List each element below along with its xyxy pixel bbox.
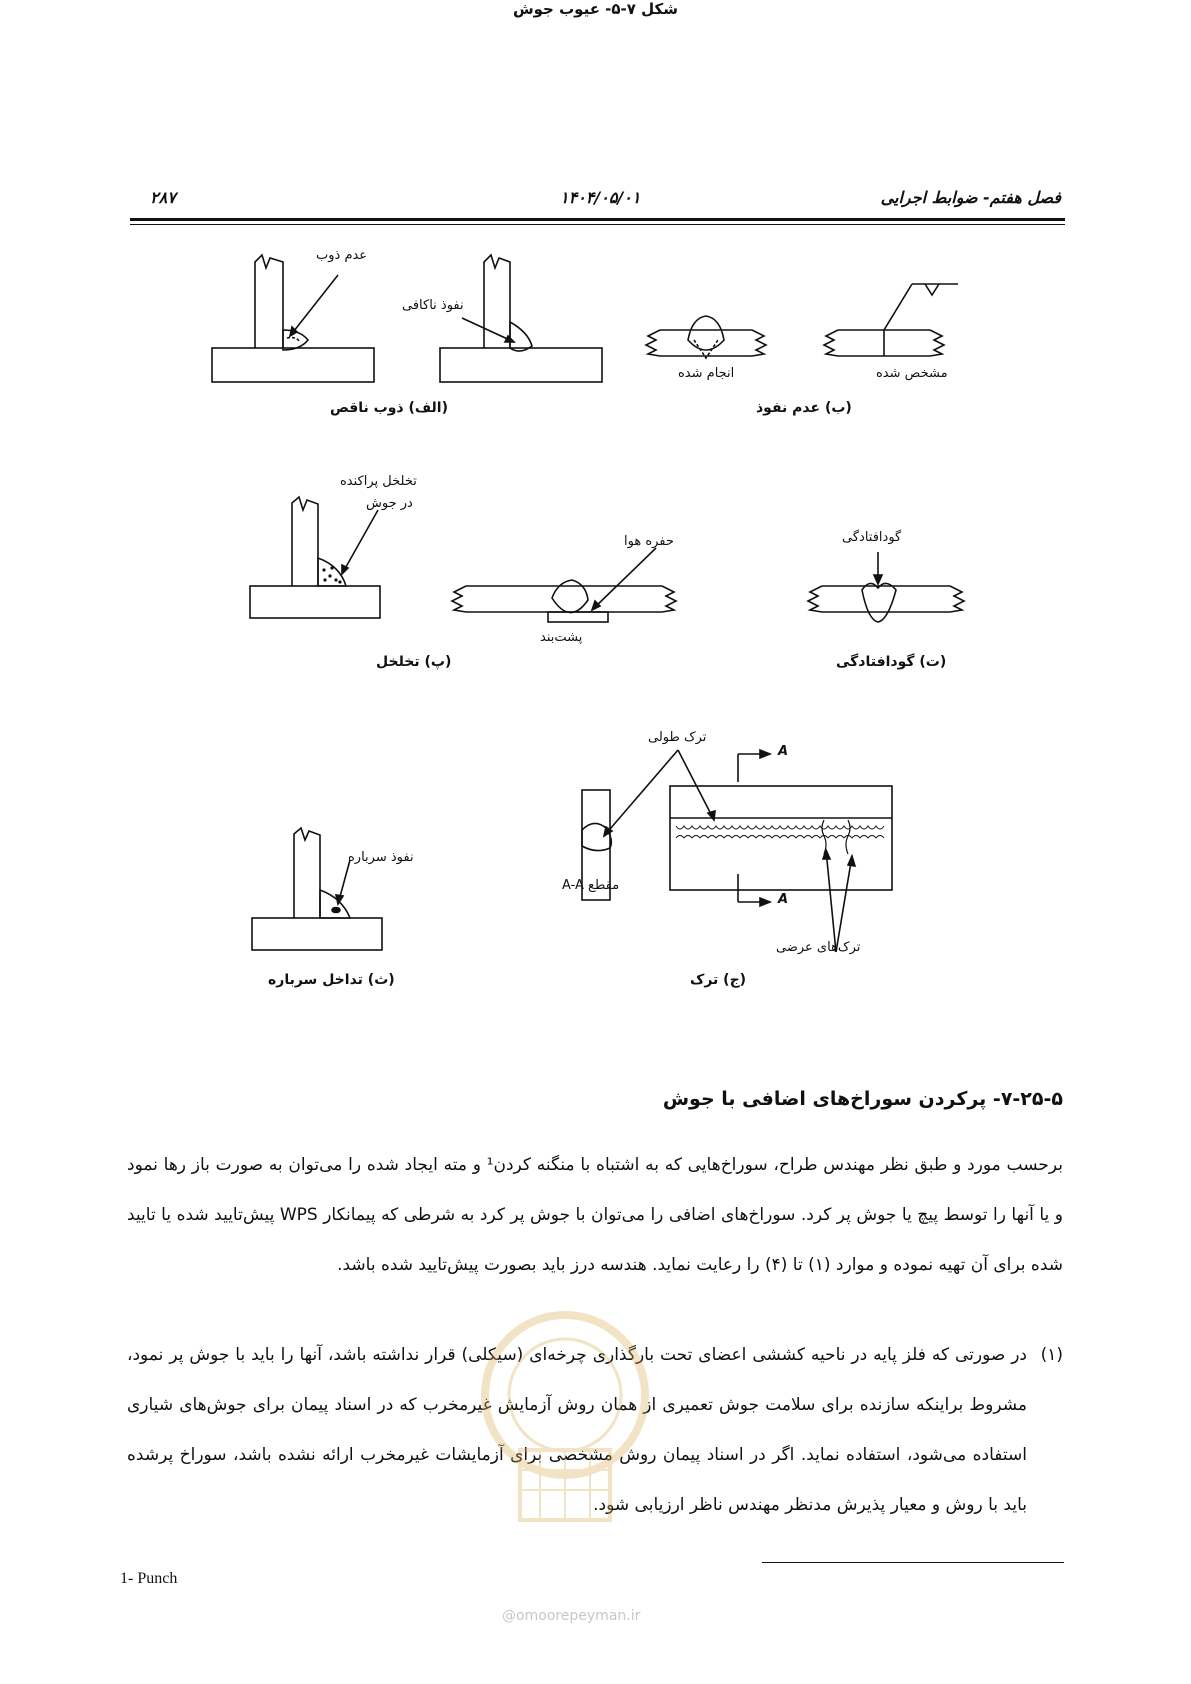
footnote-rule bbox=[762, 1562, 1064, 1563]
label-section-mark-top: A bbox=[778, 744, 789, 759]
footnote: 1- Punch bbox=[120, 1570, 178, 1587]
label-undercut: گودافتادگی bbox=[842, 530, 902, 545]
list-item-number: (۱) bbox=[1040, 1345, 1063, 1365]
caption-b: (ب) عدم نفوذ bbox=[756, 400, 852, 416]
fig-p-left-drawing bbox=[250, 497, 380, 618]
fig-a-right-drawing bbox=[440, 255, 602, 382]
fig-j-drawing bbox=[582, 750, 892, 952]
chapter-title: فصل هفتم- ضوابط اجرایی bbox=[880, 188, 1061, 207]
label-lack-of-fusion: عدم ذوب bbox=[316, 248, 368, 263]
fig-b-right-drawing bbox=[824, 284, 958, 356]
label-specified: مشخص شده bbox=[876, 366, 948, 381]
label-in-weld: در جوش bbox=[366, 496, 413, 511]
caption-t: (ت) گودافتادگی bbox=[836, 654, 947, 670]
figure-title: شکل ۷-۵- عیوب جوش bbox=[512, 0, 679, 18]
list-item-text: در صورتی که فلز پایه در ناحیه کششی اعضای تحت بارگذاری چرخه‌ای (سیکلی) قرار نداشته باشد، آنها را باید با جوش پر نمود، مشروط براینکه سازنده برای سلامت جوش تعمیری از همان روش آزمایش غیرمخرب که در اسناد پیمان برای جوش‌های شیاری استفاده می‌شود، استفاده نماید. اگر در اسناد پیمان روش مشخصی برای آزمایشات غیرمخرب ارائه نشده باشد، سوراخ پرشده باید با روش و معیار پذیرش مدنظر مهندس ناظر ارزیابی شود. bbox=[127, 1345, 1027, 1515]
fig-t-drawing bbox=[808, 552, 964, 622]
label-done: انجام شده bbox=[678, 366, 735, 381]
label-backing: پشت‌بند bbox=[540, 630, 583, 645]
label-longitudinal-crack: ترک طولی bbox=[648, 730, 707, 745]
header-date: ۱۴۰۴/۰۵/۰۱ bbox=[560, 188, 641, 207]
section-title: ۷-۲۵-۵- پرکردن سوراخ‌های اضافی با جوش bbox=[662, 1088, 1063, 1110]
fig-b-left-drawing bbox=[646, 316, 766, 358]
watermark-logo-icon bbox=[480, 1300, 650, 1530]
label-overlap-penetration: نفوذ سرباره bbox=[348, 850, 414, 865]
watermark-text: @omoorepeyman.ir bbox=[502, 1608, 641, 1624]
caption-p: (پ) تخلخل bbox=[376, 654, 452, 670]
caption-th: (ث) تداخل سرباره bbox=[268, 972, 395, 988]
label-air-hole: حفره هوا bbox=[624, 534, 674, 549]
section-paragraph: برحسب مورد و طبق نظر مهندس طراح، سوراخ‌هایی که به اشتباه با منگنه کردن¹ و مته ایجاد شده را می‌توان به صورت باز رها نمود و یا آنها را توسط پیچ یا جوش پر کرد. سوراخ‌های اضافی را می‌توان با جوش پر کرد به شرطی که پیمانکار WPS پیش‌تایید شده یا تایید شده برای آن تهیه نموده و موارد (۱) تا (۴) را رعایت نماید. هندسه درز باید بصورت پیش‌تایید شده باشد. bbox=[127, 1155, 1063, 1275]
fig-a-left-drawing bbox=[212, 255, 374, 382]
fig-th-drawing bbox=[252, 828, 382, 950]
label-section-aa: مقطع A-A bbox=[562, 878, 620, 893]
page-number: ۲۸۷ bbox=[150, 188, 176, 207]
label-section-mark-bottom: A bbox=[778, 892, 789, 907]
label-incomplete-penetration: نفوذ ناکافی bbox=[402, 298, 464, 313]
caption-j: (ج) ترک bbox=[690, 972, 747, 988]
label-transverse-cracks: ترک‌های عرضی bbox=[776, 940, 861, 955]
caption-a: (الف) ذوب ناقص bbox=[330, 400, 449, 416]
label-scattered-porosity: تخلخل پراکنده bbox=[340, 474, 417, 489]
fig-p-middle-drawing bbox=[452, 548, 676, 622]
